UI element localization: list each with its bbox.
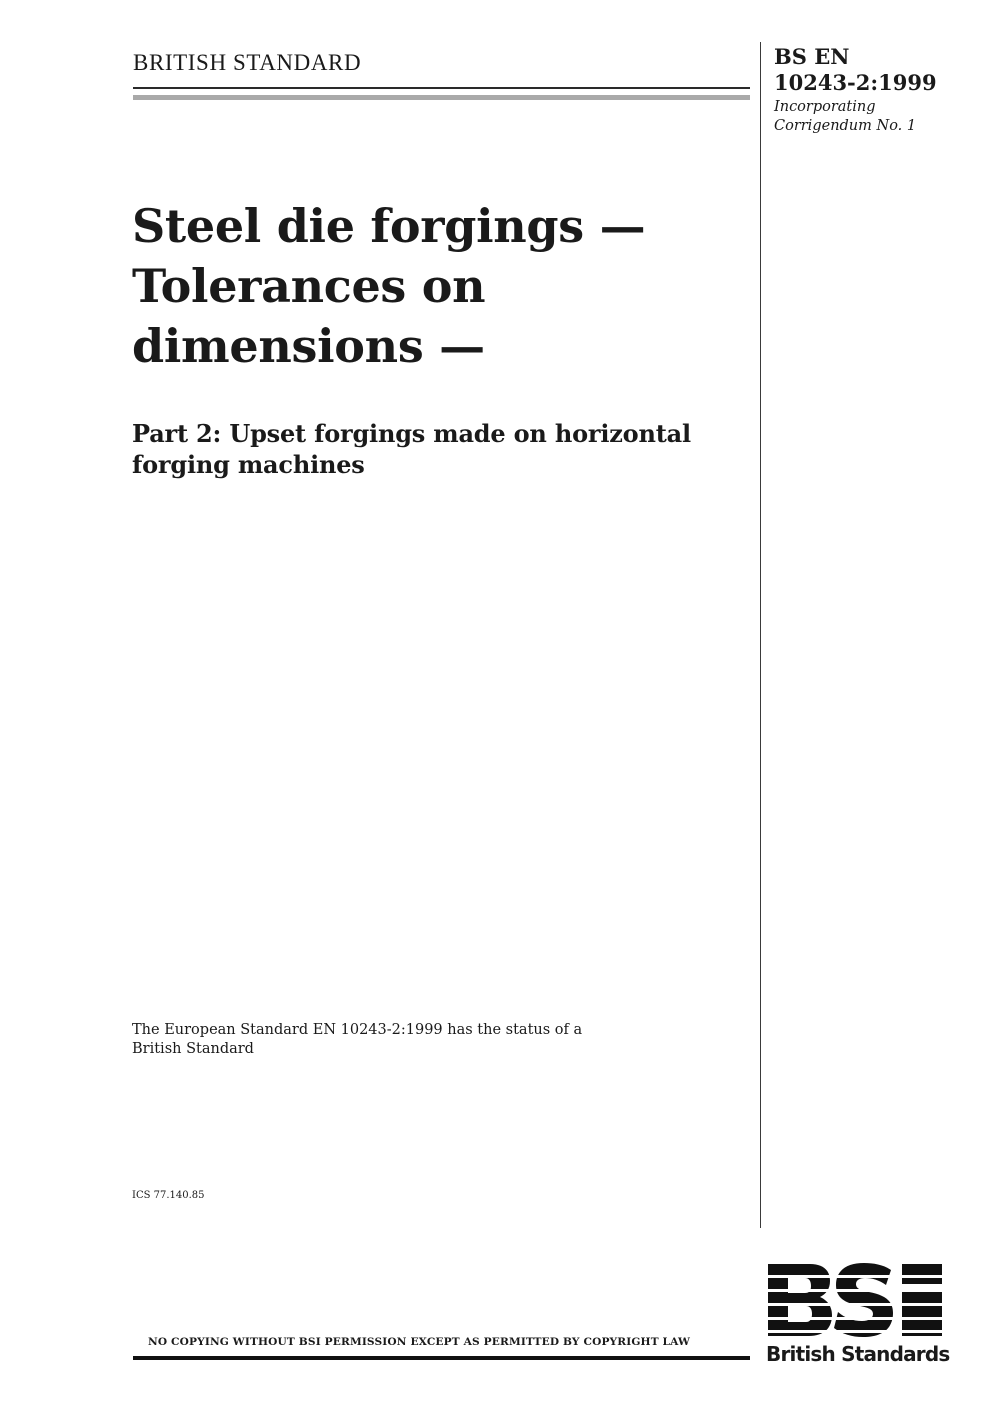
document-subtitle-line2: forging machines xyxy=(132,450,365,479)
document-title-line2: Tolerances on xyxy=(132,259,486,313)
document-subtitle-line1: Part 2: Upset forgings made on horizontal xyxy=(132,419,691,448)
corrigendum-note-line1: Incorporating xyxy=(774,99,876,115)
footer-rule xyxy=(133,1356,750,1360)
bsi-logo-caption: British Standards xyxy=(766,1342,950,1366)
document-title-line3: dimensions — xyxy=(132,319,485,373)
standard-type-label: BRITISH STANDARD xyxy=(133,50,362,75)
document-title-line1: Steel die forgings — xyxy=(132,199,646,253)
document-title xyxy=(132,196,752,376)
standard-number-code: 10243-2:1999 xyxy=(774,70,937,95)
corrigendum-note-line2: Corrigendum No. 1 xyxy=(774,118,917,134)
bsi-logo xyxy=(766,1262,950,1368)
copyright-notice: NO COPYING WITHOUT BSI PERMISSION EXCEPT AS PERMITTED BY COPYRIGHT LAW xyxy=(148,1336,691,1348)
standard-number xyxy=(774,44,937,96)
bsi-logo-mark xyxy=(766,1262,946,1338)
status-statement xyxy=(132,1021,672,1059)
vertical-divider xyxy=(760,42,761,1228)
header-grey-rule xyxy=(133,95,750,100)
status-statement-line1: The European Standard EN 10243-2:1999 has the status of a xyxy=(132,1022,583,1038)
standard-number-prefix: BS EN xyxy=(774,44,850,69)
status-statement-line2: British Standard xyxy=(132,1041,254,1057)
header-thin-rule xyxy=(133,87,750,89)
ics-code: ICS 77.140.85 xyxy=(132,1190,205,1201)
corrigendum-note xyxy=(774,98,916,136)
document-subtitle xyxy=(132,418,752,480)
